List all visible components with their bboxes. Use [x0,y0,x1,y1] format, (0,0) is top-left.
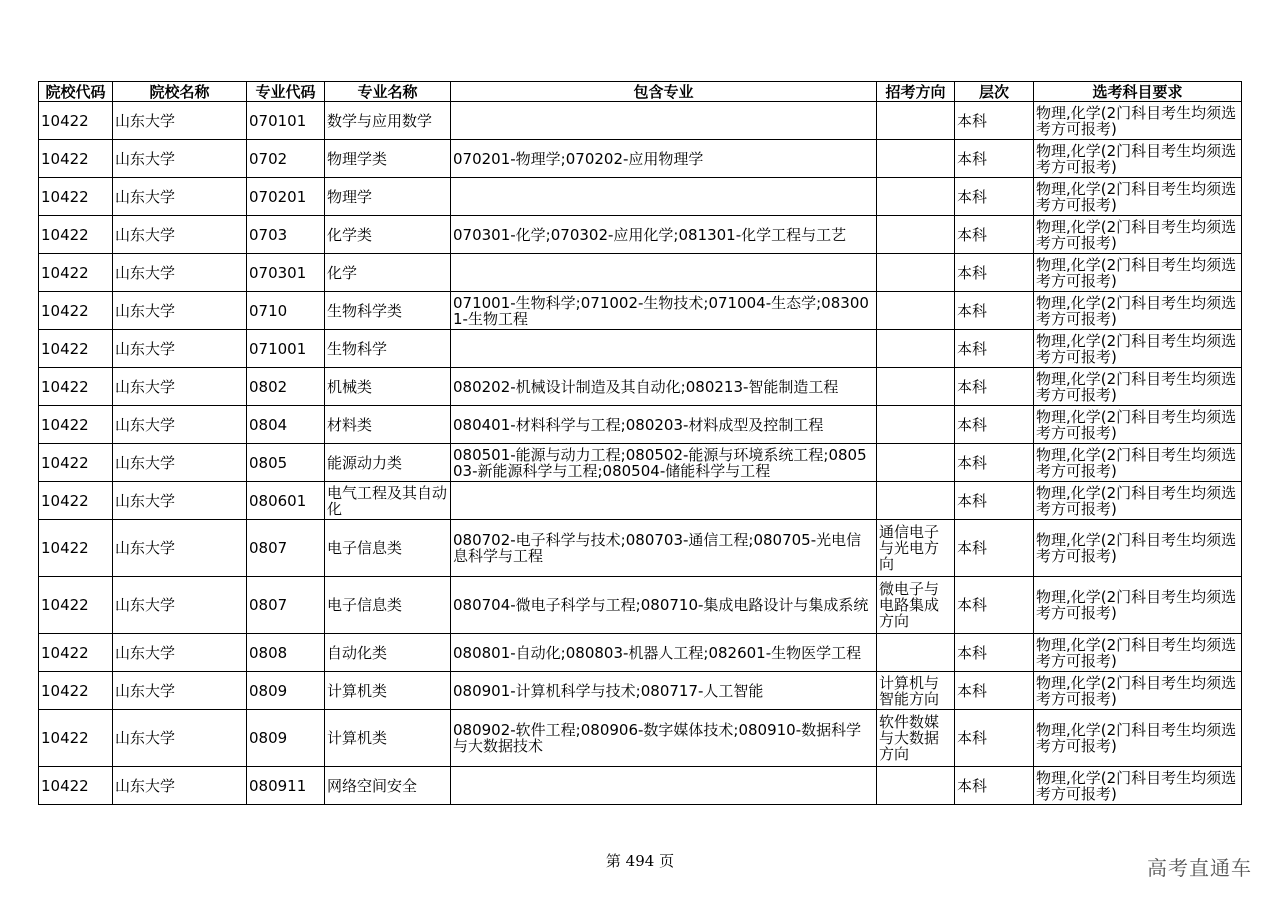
table-row [39,102,1242,140]
cell-direction [877,482,955,520]
cell-major-code: 0805 [247,444,325,482]
cell-school-code: 10422 [39,406,113,444]
cell-level: 本科 [955,482,1034,520]
cell-school-name: 山东大学 [113,292,247,330]
cell-school-code: 10422 [39,577,113,634]
cell-subject-requirement: 物理,化学(2门科目考生均须选考方可报考) [1034,672,1242,710]
cell-direction: 通信电子与光电方向 [877,520,955,577]
cell-direction [877,767,955,805]
cell-level: 本科 [955,292,1034,330]
page-number: 第 494 页 [605,852,675,870]
cell-direction [877,178,955,216]
cell-included-majors: 080704-微电子科学与工程;080710-集成电路设计与集成系统 [451,577,877,634]
cell-direction [877,216,955,254]
cell-level: 本科 [955,178,1034,216]
cell-subject-requirement: 物理,化学(2门科目考生均须选考方可报考) [1034,710,1242,767]
cell-level: 本科 [955,520,1034,577]
cell-level: 本科 [955,140,1034,178]
cell-school-code: 10422 [39,672,113,710]
cell-level: 本科 [955,672,1034,710]
cell-level: 本科 [955,406,1034,444]
cell-level: 本科 [955,577,1034,634]
watermark-text: 高考直通车 [1147,856,1252,880]
table-row [39,767,1242,805]
cell-major-code: 0804 [247,406,325,444]
header-school-code: 院校代码 [39,82,113,102]
cell-direction [877,406,955,444]
cell-major-code: 080601 [247,482,325,520]
cell-major-code: 0807 [247,520,325,577]
cell-school-name: 山东大学 [113,520,247,577]
cell-major-name: 物理学类 [325,140,451,178]
table-row [39,520,1242,577]
cell-subject-requirement: 物理,化学(2门科目考生均须选考方可报考) [1034,767,1242,805]
table-row [39,672,1242,710]
header-subject-requirement: 选考科目要求 [1034,82,1242,102]
cell-included-majors: 071001-生物科学;071002-生物技术;071004-生态学;083001-生物工程 [451,292,877,330]
cell-school-name: 山东大学 [113,577,247,634]
cell-direction [877,330,955,368]
cell-major-code: 0807 [247,577,325,634]
cell-direction [877,634,955,672]
cell-subject-requirement: 物理,化学(2门科目考生均须选考方可报考) [1034,406,1242,444]
cell-major-name: 物理学 [325,178,451,216]
cell-included-majors [451,102,877,140]
cell-major-code: 080911 [247,767,325,805]
cell-major-name: 电气工程及其自动化 [325,482,451,520]
cell-included-majors: 080902-软件工程;080906-数字媒体技术;080910-数据科学与大数据技术 [451,710,877,767]
cell-school-name: 山东大学 [113,216,247,254]
cell-major-code: 070101 [247,102,325,140]
cell-level: 本科 [955,102,1034,140]
cell-major-name: 自动化类 [325,634,451,672]
cell-school-name: 山东大学 [113,482,247,520]
table-row [39,292,1242,330]
cell-included-majors [451,254,877,292]
cell-school-name: 山东大学 [113,406,247,444]
cell-major-name: 网络空间安全 [325,767,451,805]
cell-subject-requirement: 物理,化学(2门科目考生均须选考方可报考) [1034,140,1242,178]
cell-level: 本科 [955,634,1034,672]
cell-school-name: 山东大学 [113,140,247,178]
cell-school-code: 10422 [39,634,113,672]
cell-major-code: 0802 [247,368,325,406]
cell-included-majors: 080901-计算机科学与技术;080717-人工智能 [451,672,877,710]
cell-direction: 计算机与智能方向 [877,672,955,710]
cell-included-majors: 080702-电子科学与技术;080703-通信工程;080705-光电信息科学与工程 [451,520,877,577]
cell-school-name: 山东大学 [113,767,247,805]
cell-school-code: 10422 [39,140,113,178]
cell-included-majors: 080401-材料科学与工程;080203-材料成型及控制工程 [451,406,877,444]
cell-school-code: 10422 [39,254,113,292]
cell-major-code: 0808 [247,634,325,672]
cell-level: 本科 [955,710,1034,767]
table-row [39,577,1242,634]
cell-school-code: 10422 [39,330,113,368]
table-row [39,368,1242,406]
cell-major-name: 化学类 [325,216,451,254]
cell-school-code: 10422 [39,520,113,577]
cell-direction [877,368,955,406]
table-row [39,140,1242,178]
cell-school-code: 10422 [39,710,113,767]
cell-school-name: 山东大学 [113,178,247,216]
cell-school-code: 10422 [39,767,113,805]
cell-subject-requirement: 物理,化学(2门科目考生均须选考方可报考) [1034,216,1242,254]
cell-level: 本科 [955,216,1034,254]
table-body [39,102,1242,805]
cell-subject-requirement: 物理,化学(2门科目考生均须选考方可报考) [1034,577,1242,634]
cell-school-name: 山东大学 [113,368,247,406]
cell-school-name: 山东大学 [113,710,247,767]
cell-direction: 软件数媒与大数据方向 [877,710,955,767]
cell-school-name: 山东大学 [113,330,247,368]
cell-direction [877,292,955,330]
table-row [39,254,1242,292]
cell-level: 本科 [955,330,1034,368]
cell-major-name: 机械类 [325,368,451,406]
cell-included-majors: 070301-化学;070302-应用化学;081301-化学工程与工艺 [451,216,877,254]
header-direction: 招考方向 [877,82,955,102]
cell-subject-requirement: 物理,化学(2门科目考生均须选考方可报考) [1034,520,1242,577]
cell-level: 本科 [955,254,1034,292]
cell-subject-requirement: 物理,化学(2门科目考生均须选考方可报考) [1034,444,1242,482]
cell-included-majors: 080801-自动化;080803-机器人工程;082601-生物医学工程 [451,634,877,672]
table-header-row [39,82,1242,102]
cell-subject-requirement: 物理,化学(2门科目考生均须选考方可报考) [1034,482,1242,520]
cell-included-majors [451,330,877,368]
table-row [39,406,1242,444]
cell-direction [877,102,955,140]
cell-major-name: 计算机类 [325,710,451,767]
table-row [39,482,1242,520]
cell-subject-requirement: 物理,化学(2门科目考生均须选考方可报考) [1034,330,1242,368]
cell-subject-requirement: 物理,化学(2门科目考生均须选考方可报考) [1034,254,1242,292]
cell-subject-requirement: 物理,化学(2门科目考生均须选考方可报考) [1034,102,1242,140]
cell-school-name: 山东大学 [113,634,247,672]
cell-major-code: 0809 [247,672,325,710]
cell-school-code: 10422 [39,178,113,216]
cell-major-code: 070301 [247,254,325,292]
cell-school-name: 山东大学 [113,444,247,482]
cell-subject-requirement: 物理,化学(2门科目考生均须选考方可报考) [1034,178,1242,216]
cell-included-majors [451,178,877,216]
cell-major-name: 生物科学类 [325,292,451,330]
cell-major-name: 材料类 [325,406,451,444]
cell-major-code: 0809 [247,710,325,767]
cell-major-code: 0702 [247,140,325,178]
cell-major-name: 计算机类 [325,672,451,710]
cell-major-code: 070201 [247,178,325,216]
table-row [39,444,1242,482]
cell-included-majors [451,767,877,805]
cell-school-name: 山东大学 [113,672,247,710]
cell-direction: 微电子与电路集成方向 [877,577,955,634]
cell-major-code: 0703 [247,216,325,254]
cell-included-majors: 080501-能源与动力工程;080502-能源与环境系统工程;080503-新能源科学与工程;080504-储能科学与工程 [451,444,877,482]
table-row [39,330,1242,368]
cell-direction [877,140,955,178]
cell-school-code: 10422 [39,102,113,140]
cell-major-name: 化学 [325,254,451,292]
cell-major-name: 生物科学 [325,330,451,368]
table-row [39,710,1242,767]
cell-major-code: 0710 [247,292,325,330]
cell-major-name: 电子信息类 [325,577,451,634]
header-included-majors: 包含专业 [451,82,877,102]
cell-direction [877,254,955,292]
cell-subject-requirement: 物理,化学(2门科目考生均须选考方可报考) [1034,634,1242,672]
table-row [39,216,1242,254]
header-major-code: 专业代码 [247,82,325,102]
table-row [39,634,1242,672]
cell-school-code: 10422 [39,444,113,482]
cell-subject-requirement: 物理,化学(2门科目考生均须选考方可报考) [1034,368,1242,406]
cell-subject-requirement: 物理,化学(2门科目考生均须选考方可报考) [1034,292,1242,330]
cell-level: 本科 [955,767,1034,805]
cell-direction [877,444,955,482]
cell-included-majors: 070201-物理学;070202-应用物理学 [451,140,877,178]
cell-level: 本科 [955,368,1034,406]
cell-level: 本科 [955,444,1034,482]
cell-school-code: 10422 [39,368,113,406]
header-major-name: 专业名称 [325,82,451,102]
cell-major-name: 能源动力类 [325,444,451,482]
header-school-name: 院校名称 [113,82,247,102]
cell-school-name: 山东大学 [113,102,247,140]
cell-school-code: 10422 [39,292,113,330]
cell-school-name: 山东大学 [113,254,247,292]
admission-table [38,81,1242,805]
cell-school-code: 10422 [39,216,113,254]
cell-included-majors [451,482,877,520]
cell-major-name: 电子信息类 [325,520,451,577]
cell-school-code: 10422 [39,482,113,520]
cell-major-code: 071001 [247,330,325,368]
table-row [39,178,1242,216]
cell-major-name: 数学与应用数学 [325,102,451,140]
header-level: 层次 [955,82,1034,102]
cell-included-majors: 080202-机械设计制造及其自动化;080213-智能制造工程 [451,368,877,406]
